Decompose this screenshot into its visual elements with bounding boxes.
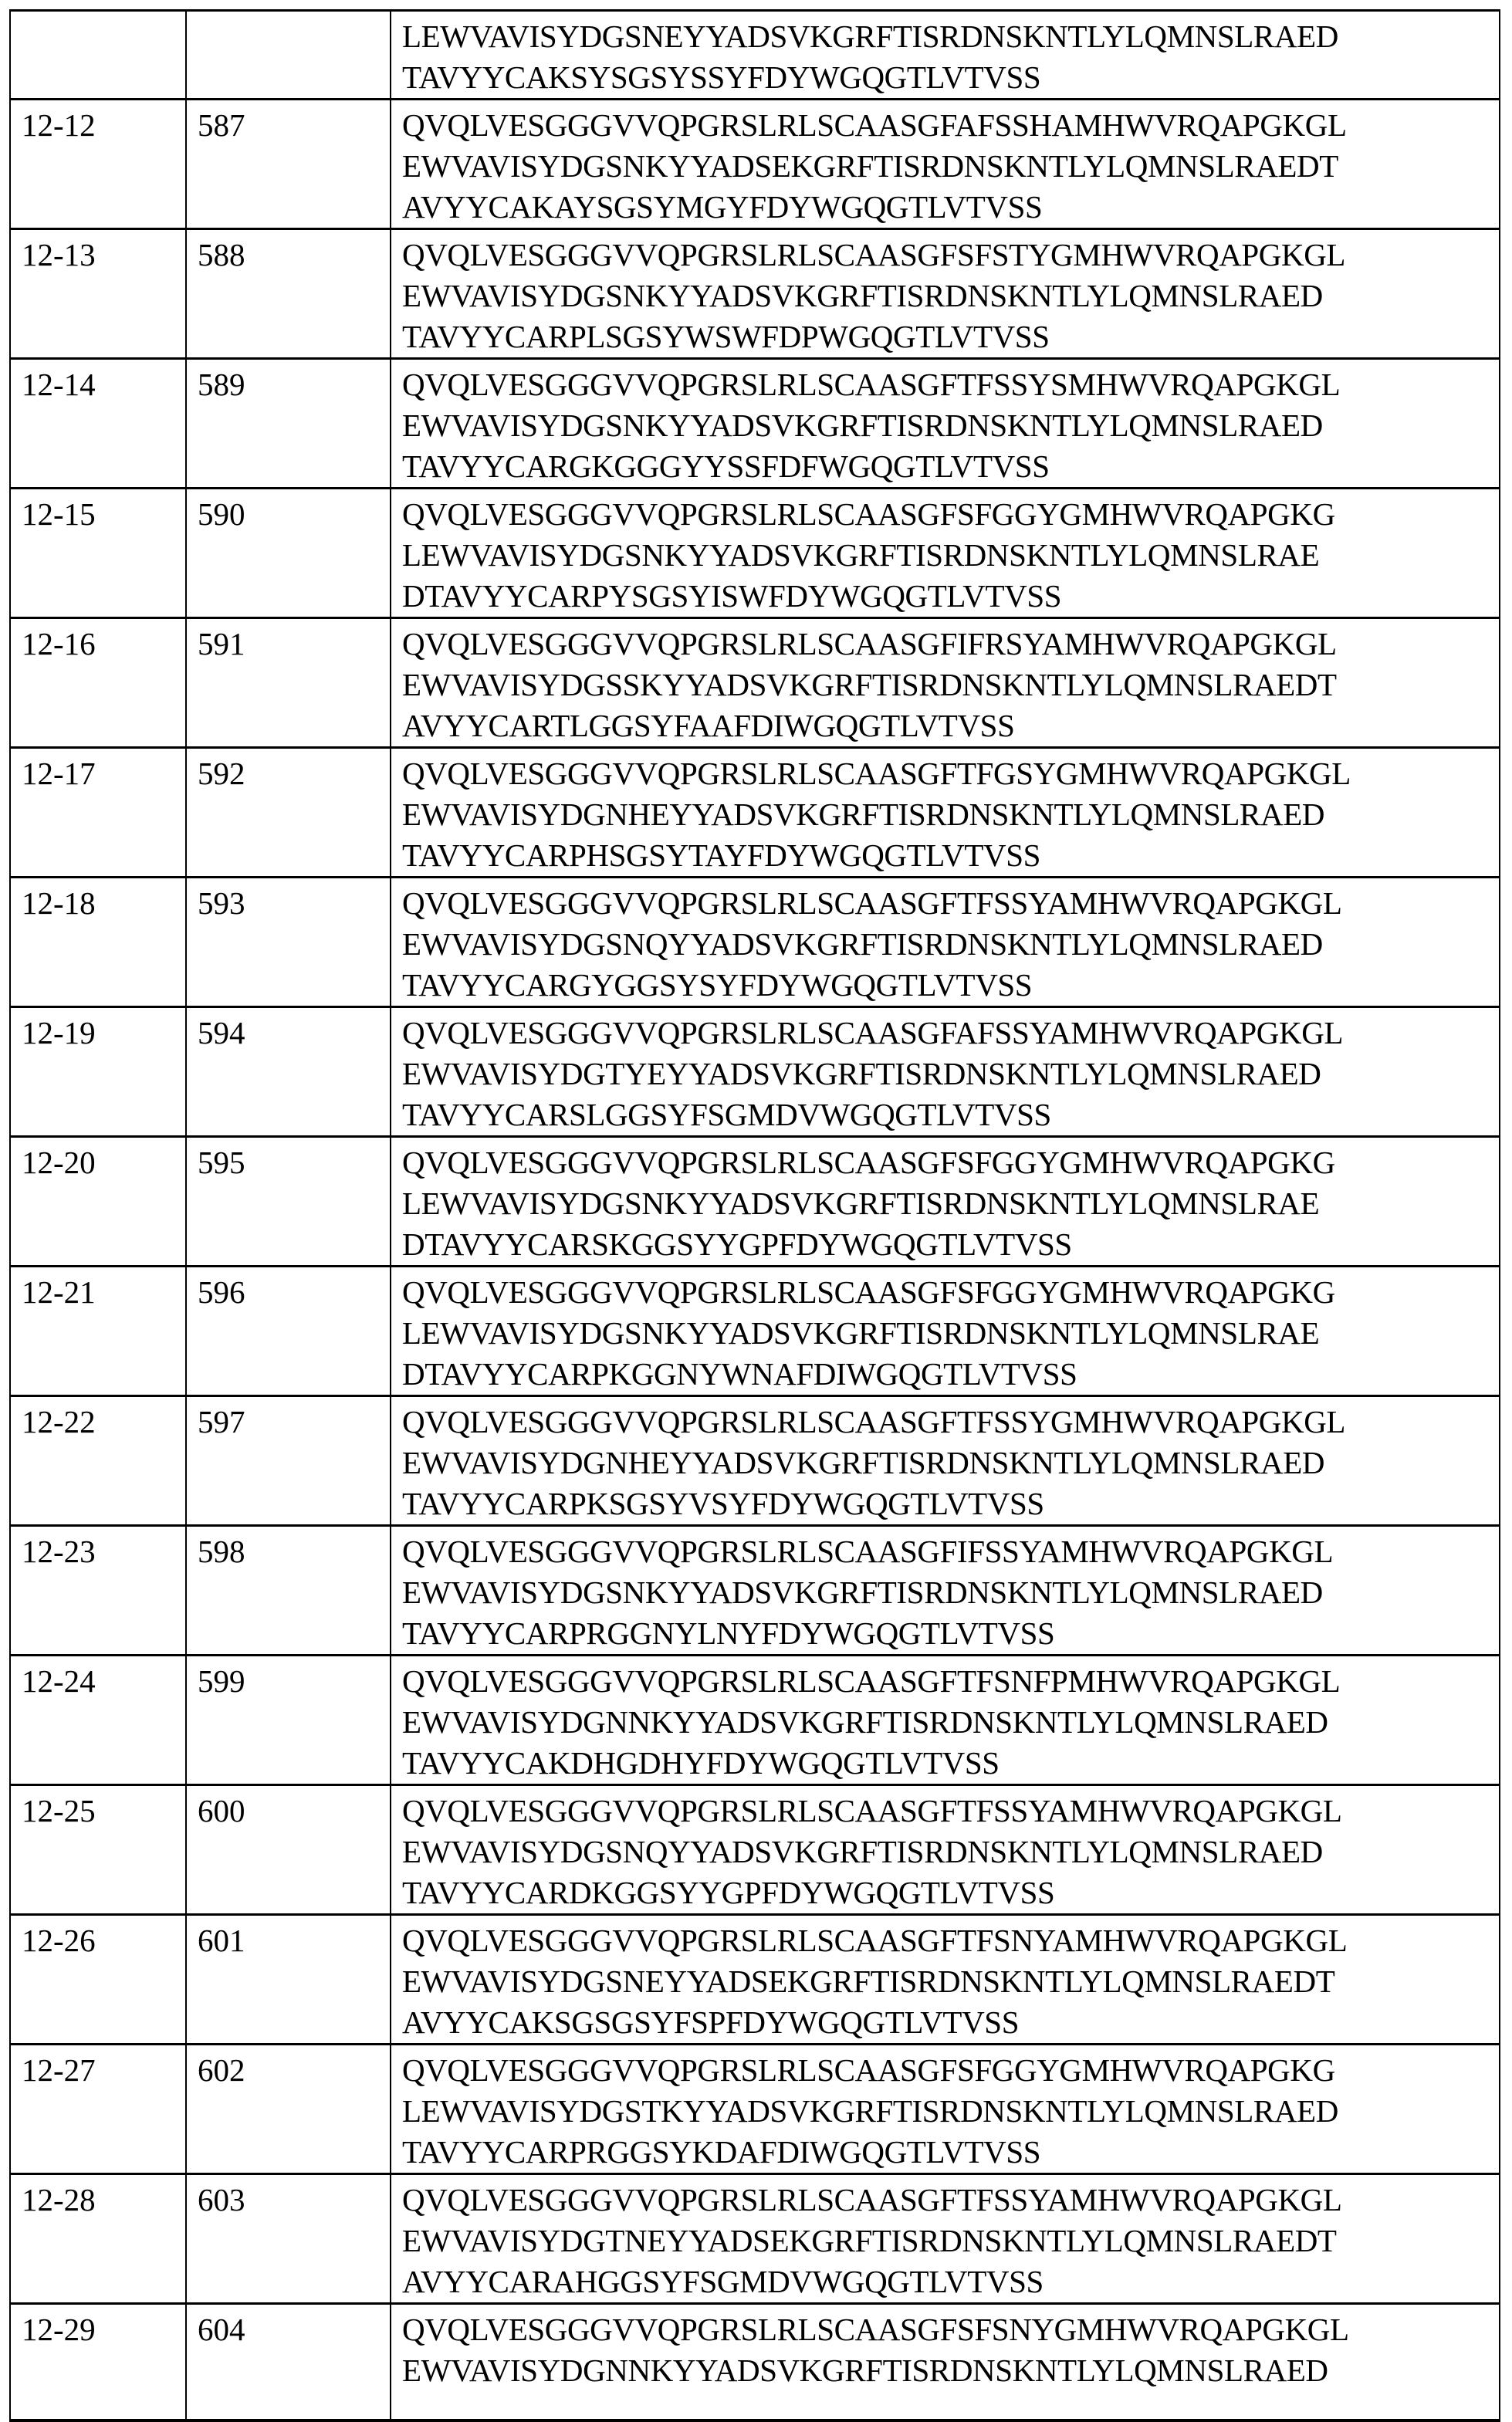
seq-id-cell: 598 (186, 1526, 391, 1656)
clone-cell: 12-13 (10, 229, 186, 359)
sequence-line: QVQLVESGGGVVQPGRSLRLSCAASGFTFSNFPMHWVRQAPGKGL (402, 1663, 1341, 1699)
table-row (10, 878, 1500, 1007)
sequence-line: QVQLVESGGGVVQPGRSLRLSCAASGFIFRSYAMHWVRQAPGKGL (402, 626, 1337, 661)
sequence-line: EWVAVISYDGSNKYYADSVKGRFTISRDNSKNTLYLQMNSLRAED (402, 278, 1323, 313)
sequence-cell (391, 1656, 1500, 1785)
sequence-line: EWVAVISYDGSNKYYADSVKGRFTISRDNSKNTLYLQMNSLRAED (402, 1575, 1323, 1610)
sequence-line: TAVYYCAKDHGDHYFDYWGQGTLVTVSS (402, 1745, 1000, 1781)
sequence-line: AVYYCARTLGGSYFAAFDIWGQGTLVTVSS (402, 708, 1015, 743)
sequence-cell (391, 1007, 1500, 1137)
sequence-line: EWVAVISYDGTYEYYADSVKGRFTISRDNSKNTLYLQMNSLRAED (402, 1056, 1321, 1091)
table-row (10, 1785, 1500, 1915)
table-row (10, 1915, 1500, 2045)
sequence-line: QVQLVESGGGVVQPGRSLRLSCAASGFSFSTYGMHWVRQAPGKGL (402, 237, 1346, 272)
seq-id-cell: 593 (186, 878, 391, 1007)
sequence-line: TAVYYCARSLGGSYFSGMDVWGQGTLVTVSS (402, 1097, 1051, 1132)
sequence-table-body (10, 11, 1500, 2421)
sequence-cell (391, 2174, 1500, 2304)
sequence-line: DTAVYYCARPKGGNYWNAFDIWGQGTLVTVSS (402, 1356, 1077, 1392)
table-row (10, 489, 1500, 618)
sequence-line: QVQLVESGGGVVQPGRSLRLSCAASGFTFSSYAMHWVRQAPGKGL (402, 2182, 1342, 2217)
clone-cell: 12-19 (10, 1007, 186, 1137)
clone-cell: 12-21 (10, 1267, 186, 1396)
sequence-line: LEWVAVISYDGSNKYYADSVKGRFTISRDNSKNTLYLQMNSLRAE (402, 537, 1320, 573)
clone-cell: 12-23 (10, 1526, 186, 1656)
clone-cell (10, 11, 186, 100)
seq-id-cell (186, 11, 391, 100)
clone-cell: 12-18 (10, 878, 186, 1007)
sequence-line: LEWVAVISYDGSNKYYADSVKGRFTISRDNSKNTLYLQMNSLRAE (402, 1315, 1320, 1351)
table-row (10, 2304, 1500, 2421)
seq-id-cell: 589 (186, 359, 391, 489)
seq-id-cell: 604 (186, 2304, 391, 2421)
sequence-line: TAVYYCARPKSGSYVSYFDYWGQGTLVTVSS (402, 1486, 1044, 1521)
sequence-line: QVQLVESGGGVVQPGRSLRLSCAASGFSFGGYGMHWVRQAPGKG (402, 1274, 1335, 1310)
sequence-line: QVQLVESGGGVVQPGRSLRLSCAASGFTFSSYSMHWVRQAPGKGL (402, 367, 1341, 402)
table-row (10, 229, 1500, 359)
clone-cell: 12-17 (10, 748, 186, 878)
sequence-cell (391, 100, 1500, 229)
sequence-cell (391, 1267, 1500, 1396)
table-row (10, 359, 1500, 489)
seq-id-cell: 588 (186, 229, 391, 359)
clone-cell: 12-22 (10, 1396, 186, 1526)
sequence-line: QVQLVESGGGVVQPGRSLRLSCAASGFTFSNYAMHWVRQAPGKGL (402, 1923, 1348, 1958)
seq-id-cell: 603 (186, 2174, 391, 2304)
seq-id-cell: 601 (186, 1915, 391, 2045)
sequence-line: AVYYCAKSGSGSYFSPFDYWGQGTLVTVSS (402, 2004, 1020, 2040)
clone-cell: 12-15 (10, 489, 186, 618)
clone-cell: 12-25 (10, 1785, 186, 1915)
table-row (10, 2174, 1500, 2304)
sequence-cell (391, 1915, 1500, 2045)
clone-cell: 12-24 (10, 1656, 186, 1785)
sequence-line: TAVYYCARGYGGSYSYFDYWGQGTLVTVSS (402, 967, 1033, 1003)
sequence-line: EWVAVISYDGSSKYYADSVKGRFTISRDNSKNTLYLQMNSLRAEDT (402, 667, 1337, 702)
sequence-line: EWVAVISYDGNHEYYADSVKGRFTISRDNSKNTLYLQMNSLRAED (402, 1445, 1325, 1480)
sequence-line: AVYYCAKAYSGSYMGYFDYWGQGTLVTVSS (402, 189, 1043, 225)
seq-id-cell: 591 (186, 618, 391, 748)
table-row (10, 1526, 1500, 1656)
seq-id-cell: 594 (186, 1007, 391, 1137)
sequence-table (9, 9, 1500, 2422)
sequence-line: EWVAVISYDGSNKYYADSEKGRFTISRDNSKNTLYLQMNSLRAEDT (402, 148, 1338, 184)
sequence-cell (391, 2045, 1500, 2174)
sequence-cell (391, 1137, 1500, 1267)
seq-id-cell: 597 (186, 1396, 391, 1526)
clone-cell: 12-26 (10, 1915, 186, 2045)
seq-id-cell: 587 (186, 100, 391, 229)
sequence-line: QVQLVESGGGVVQPGRSLRLSCAASGFTFSSYGMHWVRQAPGKGL (402, 1404, 1346, 1439)
sequence-line: EWVAVISYDGNNKYYADSVKGRFTISRDNSKNTLYLQMNSLRAED (402, 2353, 1328, 2388)
sequence-line: QVQLVESGGGVVQPGRSLRLSCAASGFTFSSYAMHWVRQAPGKGL (402, 885, 1342, 921)
sequence-line: LEWVAVISYDGSTKYYADSVKGRFTISRDNSKNTLYLQMNSLRAED (402, 2093, 1338, 2129)
sequence-line: TAVYYCARPRGGSYKDAFDIWGQGTLVTVSS (402, 2134, 1041, 2170)
sequence-line: QVQLVESGGGVVQPGRSLRLSCAASGFSFGGYGMHWVRQAPGKG (402, 1145, 1335, 1180)
sequence-line: TAVYYCARDKGGSYYGPFDYWGQGTLVTVSS (402, 1875, 1055, 1910)
seq-id-cell: 592 (186, 748, 391, 878)
sequence-line: AVYYCARAHGGSYFSGMDVWGQGTLVTVSS (402, 2264, 1044, 2299)
sequence-cell (391, 1785, 1500, 1915)
table-row (10, 748, 1500, 878)
clone-cell: 12-20 (10, 1137, 186, 1267)
clone-cell: 12-28 (10, 2174, 186, 2304)
clone-cell: 12-12 (10, 100, 186, 229)
seq-id-cell: 596 (186, 1267, 391, 1396)
sequence-line: EWVAVISYDGSNQYYADSVKGRFTISRDNSKNTLYLQMNSLRAED (402, 926, 1323, 962)
sequence-line: LEWVAVISYDGSNKYYADSVKGRFTISRDNSKNTLYLQMNSLRAE (402, 1186, 1320, 1221)
sequence-cell (391, 489, 1500, 618)
seq-id-cell: 602 (186, 2045, 391, 2174)
sequence-cell (391, 2304, 1500, 2421)
clone-cell: 12-16 (10, 618, 186, 748)
sequence-line: QVQLVESGGGVVQPGRSLRLSCAASGFAFSSHAMHWVRQAPGKGL (402, 107, 1347, 143)
sequence-line: EWVAVISYDGTNEYYADSEKGRFTISRDNSKNTLYLQMNSLRAEDT (402, 2223, 1337, 2258)
sequence-line: EWVAVISYDGSNEYYADSEKGRFTISRDNSKNTLYLQMNSLRAEDT (402, 1964, 1335, 1999)
table-row (10, 1267, 1500, 1396)
seq-id-cell: 590 (186, 489, 391, 618)
sequence-cell (391, 618, 1500, 748)
clone-cell: 12-14 (10, 359, 186, 489)
sequence-line: QVQLVESGGGVVQPGRSLRLSCAASGFIFSSYAMHWVRQAPGKGL (402, 1534, 1334, 1569)
sequence-cell (391, 1396, 1500, 1526)
sequence-line: QVQLVESGGGVVQPGRSLRLSCAASGFTFSSYAMHWVRQAPGKGL (402, 1793, 1342, 1828)
sequence-cell (391, 229, 1500, 359)
sequence-cell (391, 878, 1500, 1007)
sequence-cell (391, 748, 1500, 878)
sequence-line: TAVYYCARGKGGGYYSSFDFWGQGTLVTVSS (402, 448, 1050, 484)
sequence-line: DTAVYYCARPYSGSYISWFDYWGQGTLVTVSS (402, 578, 1062, 614)
table-row (10, 1656, 1500, 1785)
sequence-line: TAVYYCARPHSGSYTAYFDYWGQGTLVTVSS (402, 837, 1040, 873)
sequence-cell (391, 359, 1500, 489)
seq-id-cell: 595 (186, 1137, 391, 1267)
table-row (10, 618, 1500, 748)
table-row (10, 1396, 1500, 1526)
sequence-line: EWVAVISYDGSNQYYADSVKGRFTISRDNSKNTLYLQMNSLRAED (402, 1834, 1323, 1869)
table-row (10, 2045, 1500, 2174)
table-row (10, 1007, 1500, 1137)
table-row (10, 1137, 1500, 1267)
sequence-line: LEWVAVISYDGSNEYYADSVKGRFTISRDNSKNTLYLQMNSLRAED (402, 19, 1338, 54)
sequence-line: QVQLVESGGGVVQPGRSLRLSCAASGFSFGGYGMHWVRQAPGKG (402, 496, 1335, 532)
sequence-line: DTAVYYCARSKGGSYYGPFDYWGQGTLVTVSS (402, 1226, 1072, 1262)
clone-cell: 12-29 (10, 2304, 186, 2421)
sequence-line: QVQLVESGGGVVQPGRSLRLSCAASGFSFGGYGMHWVRQAPGKG (402, 2052, 1335, 2088)
sequence-line: QVQLVESGGGVVQPGRSLRLSCAASGFTFGSYGMHWVRQAPGKGL (402, 756, 1351, 791)
seq-id-cell: 600 (186, 1785, 391, 1915)
sequence-line: QVQLVESGGGVVQPGRSLRLSCAASGFSFSNYGMHWVRQAPGKGL (402, 2312, 1349, 2347)
table-row (10, 11, 1500, 100)
table-row (10, 100, 1500, 229)
sequence-line: EWVAVISYDGSNKYYADSVKGRFTISRDNSKNTLYLQMNSLRAED (402, 408, 1323, 443)
clone-cell: 12-27 (10, 2045, 186, 2174)
sequence-line: TAVYYCARPLSGSYWSWFDPWGQGTLVTVSS (402, 319, 1050, 354)
seq-id-cell: 599 (186, 1656, 391, 1785)
sequence-line: EWVAVISYDGNNKYYADSVKGRFTISRDNSKNTLYLQMNSLRAED (402, 1704, 1328, 1740)
sequence-cell (391, 1526, 1500, 1656)
sequence-line: TAVYYCAKSYSGSYSSYFDYWGQGTLVTVSS (402, 59, 1041, 95)
sequence-line: EWVAVISYDGNHEYYADSVKGRFTISRDNSKNTLYLQMNSLRAED (402, 797, 1325, 832)
sequence-line: TAVYYCARPRGGNYLNYFDYWGQGTLVTVSS (402, 1615, 1055, 1651)
sequence-line: QVQLVESGGGVVQPGRSLRLSCAASGFAFSSYAMHWVRQAPGKGL (402, 1015, 1344, 1050)
sequence-cell (391, 11, 1500, 100)
